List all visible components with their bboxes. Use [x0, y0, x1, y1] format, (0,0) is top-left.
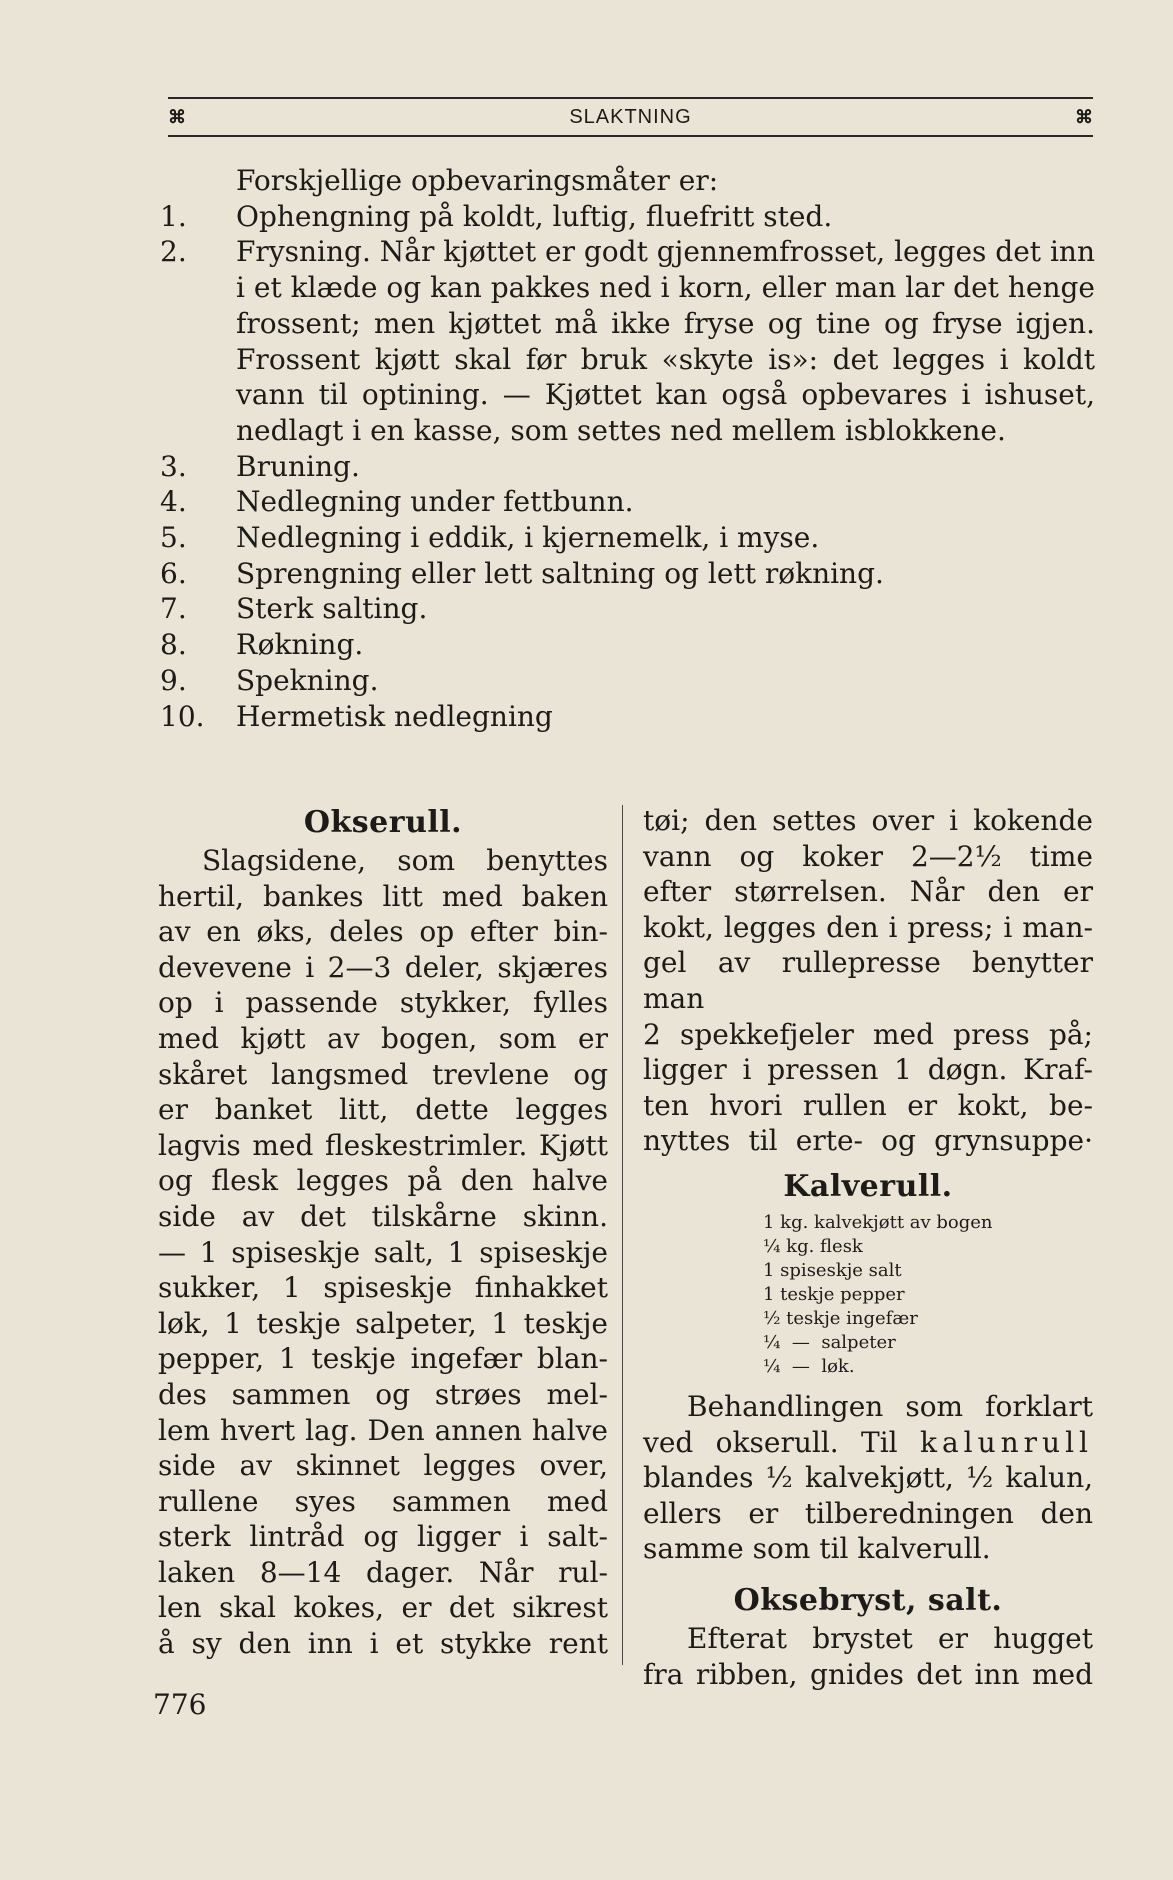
text-line: ligger i pressen 1 døgn. Kraf-	[643, 1053, 1093, 1087]
storage-methods-heading: Forskjellige opbevaringsmåter er:	[236, 164, 719, 197]
list-item: 2. Frysning. Når kjøttet er godt gjennemfrosset, legges det inn i et klæde og kan pakkes ned i korn, eller man lar det henge frossent; men kjøttet må ikke fryse og tine og fryse igjen. Frossent kjøtt skal før bruk «skyte is»: det legges i koldt vann til optining. — Kjøttet kan også opbevares i ishuset, nedlagt i en kasse, som settes ned mellem isblokkene.	[160, 235, 1095, 447]
text-line: len skal kokes, er det sikrest	[158, 1591, 608, 1625]
text-line: Efterat brystet er hugget	[687, 1621, 1093, 1655]
ingredient-list-kalverull	[643, 1211, 1093, 1379]
text-line: med kjøtt av bogen, som er	[158, 1021, 608, 1055]
text-line: devevene i 2—3 deler, skjæres	[158, 950, 608, 984]
text-line: side av skinnet legges over,	[158, 1449, 608, 1483]
list-item: 6. Sprengning eller lett saltning og lett røkning.	[160, 556, 884, 590]
list-item: 5. Nedlegning i eddik, i kjernemelk, i myse.	[160, 521, 820, 555]
text-line: løk, 1 teskje salpeter, 1 teskje	[158, 1306, 608, 1340]
text-line: fra ribben, gnides det inn med	[643, 1657, 1093, 1691]
list-item: 1. Ophengning på koldt, luftig, fluefritt sted.	[160, 199, 833, 233]
ingredient-item: 1 spiseskje salt	[763, 1259, 902, 1281]
text-line: side av det tilskårne skinn.	[158, 1199, 608, 1233]
text-line: skåret langsmed trevlene og	[158, 1057, 608, 1091]
running-title: SLAKTNING	[569, 105, 692, 128]
text-line: samme som til kalverull.	[643, 1532, 991, 1566]
text-line: kokt, legges den i press; i man-	[643, 910, 1093, 944]
text-line: des sammen og strøes mel-	[158, 1377, 608, 1411]
text-line: å sy den inn i et stykke rent	[158, 1627, 608, 1661]
text-line: gel av rullepresse benytter man	[643, 946, 1093, 1015]
recipe-title-okserull: Okserull.	[303, 805, 463, 840]
right-ornament-icon: ⌘	[1074, 106, 1093, 127]
text-line: rullene syes sammen med	[158, 1484, 608, 1518]
text-line: og flesk legges på den halve	[158, 1164, 608, 1198]
page-number: 776	[153, 1688, 207, 1721]
recipe-text-kalverull	[643, 1389, 1093, 1567]
ingredient-item: 1 kg. kalvekjøtt av bogen	[763, 1211, 993, 1233]
text-line: nyttes til erte- og grynsuppe·	[643, 1124, 1093, 1158]
recipe-text-oksebryst	[643, 1621, 1093, 1692]
text-line: tøi; den settes over i kokende	[643, 804, 1093, 837]
ingredient-item: ¼ — salpeter	[763, 1331, 896, 1353]
text-line: hertil, bankes litt med baken	[158, 879, 608, 913]
text-line: ved okserull. Til kalunrull	[643, 1425, 1093, 1459]
text-line: Slagsidene, som benyttes	[202, 844, 608, 877]
running-header	[168, 97, 1093, 137]
text-line: av en øks, deles op efter bin-	[158, 915, 608, 949]
left-ornament-icon: ⌘	[168, 106, 186, 127]
list-item: 10. Hermetisk nedlegning	[160, 699, 553, 733]
text-line: — 1 spiseskje salt, 1 spiseskje	[158, 1235, 608, 1269]
text-line: blandes ½ kalvekjøtt, ½ kalun,	[643, 1461, 1093, 1495]
ingredient-item: 1 teskje pepper	[763, 1283, 905, 1305]
recipe-text-okserull	[158, 843, 608, 1662]
left-column	[158, 803, 608, 1662]
text-line: op i passende stykker, fylles	[158, 986, 608, 1020]
recipe-title-kalverull: Kalverull.	[783, 1168, 953, 1204]
text-line: sterk lintråd og ligger i salt-	[158, 1520, 608, 1554]
recipe-text-okserull-continued	[643, 803, 1093, 1159]
list-item: 4. Nedlegning under fettbunn.	[160, 485, 634, 519]
text-line: Behandlingen som forklart	[687, 1389, 1093, 1423]
spaced-term: kalunrull	[919, 1425, 1093, 1459]
storage-methods	[160, 163, 1095, 734]
text-line: pepper, 1 teskje ingefær blan-	[158, 1342, 608, 1376]
text-line: er banket litt, dette legges	[158, 1093, 608, 1127]
ingredient-item: ¼ — løk.	[763, 1355, 855, 1377]
text-line: lem hvert lag. Den annen halve	[158, 1413, 608, 1447]
right-column	[643, 803, 1093, 1692]
list-item: 9. Spekning.	[160, 663, 379, 697]
column-divider	[622, 805, 623, 1665]
text-line: sukker, 1 spiseskje finhakket	[158, 1271, 608, 1305]
recipe-title-oksebryst: Oksebryst, salt.	[733, 1582, 1003, 1618]
text-line: lagvis med fleskestrimler. Kjøtt	[158, 1128, 608, 1162]
text-line: laken 8—14 dager. Når rul-	[158, 1555, 608, 1589]
list-item: 8. Røkning.	[160, 628, 364, 662]
text-line: 2 spekkefjeler med press på;	[643, 1017, 1093, 1051]
ingredient-item: ½ teskje ingefær	[763, 1307, 918, 1329]
text-line: vann og koker 2—2½ time	[643, 839, 1093, 873]
text-line: ten hvori rullen er kokt, be-	[643, 1088, 1093, 1122]
text-line: ellers er tilberedningen den	[643, 1496, 1093, 1530]
ingredient-item: ¼ kg. flesk	[763, 1235, 863, 1257]
list-item: 7. Sterk salting.	[160, 592, 428, 626]
list-item: 3. Bruning.	[160, 449, 360, 483]
text-line: efter størrelsen. Når den er	[643, 875, 1093, 909]
